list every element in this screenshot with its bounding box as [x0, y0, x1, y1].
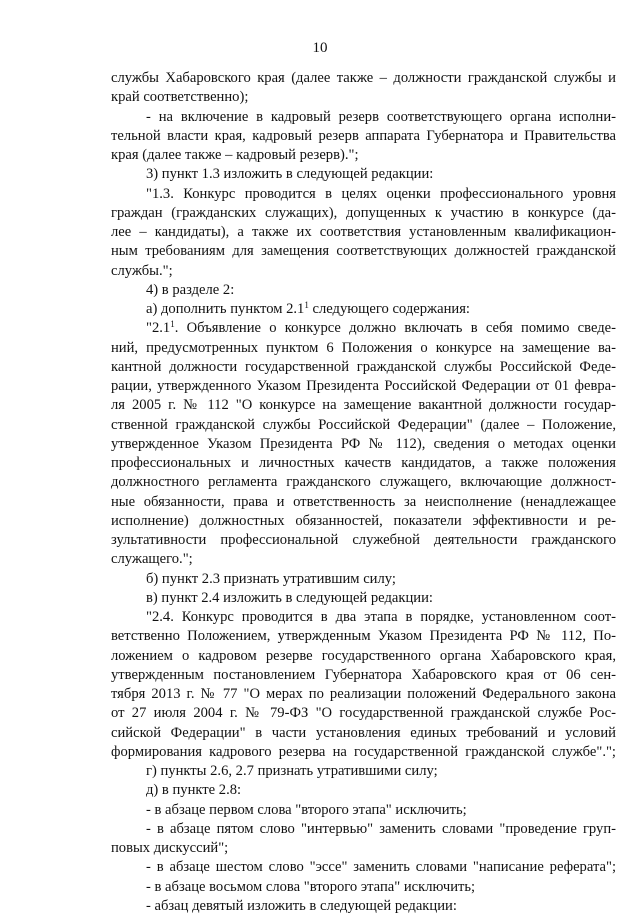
text-line-content: граждан (гражданских служащих), допущенных к участию в конкурсе (да- [111, 204, 616, 221]
text-line [111, 242, 616, 261]
text-line [111, 127, 616, 146]
text-line [111, 531, 616, 550]
text-line [111, 396, 616, 415]
text-line-content: край соответственно); [111, 89, 249, 106]
text-line [111, 281, 616, 300]
text-line [111, 608, 616, 627]
text-line-content: кантной должности государственной гражданской службы Российской Феде- [111, 358, 616, 375]
text-line [111, 839, 616, 858]
text-line [111, 319, 616, 338]
text-line [111, 550, 616, 569]
text-line [111, 589, 616, 608]
text-line-content: служащего."; [111, 551, 193, 568]
text-line-content: утвержденное Указом Президента РФ № 112), сведения о методах оценки [111, 435, 616, 452]
text-line [111, 108, 616, 127]
text-line-content: должностного регламента гражданского служащего, включающие должност- [111, 474, 616, 491]
text-line-continuation: . Объявление о конкурсе должно включать в себя помимо сведе- [174, 320, 616, 337]
text-line [111, 512, 616, 531]
text-line-content: - абзац девятый изложить в следующей редакции: [146, 897, 457, 914]
text-line [111, 204, 616, 223]
text-line [111, 743, 616, 762]
text-line [111, 473, 616, 492]
text-line-continuation: следующего содержания: [308, 301, 470, 317]
text-line [111, 300, 616, 319]
text-line [111, 762, 616, 781]
text-line-content: края (далее также – кадровый резерв)."; [111, 147, 359, 163]
text-line [111, 146, 616, 165]
text-line-content: ным требованиям для замещения соответствующих должностей гражданской [111, 243, 616, 260]
text-line-content: ний, предусмотренных пунктом 6 Положения о конкурсе на замещение ва- [111, 339, 616, 356]
text-line [111, 878, 616, 897]
text-line-content: службы Хабаровского края (далее также – должности гражданской службы и [111, 70, 616, 86]
text-line [111, 454, 616, 473]
text-line-content: "2.1 [146, 320, 171, 337]
text-line-content: - на включение в кадровый резерв соответствующего органа исполни- [146, 108, 616, 125]
text-line-content: зультативности профессиональной служебной деятельности гражданского [111, 532, 616, 548]
text-line-content: 4) в разделе 2: [146, 281, 235, 298]
page-number: 10 [312, 40, 328, 56]
text-line-content: лее – кандидаты), а также их соответствия установленным квалификацион- [111, 224, 616, 240]
text-line-content: формирования кадрового резерва на государственной гражданской службе"."; [111, 743, 616, 760]
text-line-content: в) пункт 2.4 изложить в следующей редакции: [146, 589, 433, 606]
text-line-content: исполнение) должностных обязанностей, показатели эффективности и ре- [111, 512, 616, 529]
text-line [111, 185, 616, 204]
text-line [111, 339, 616, 358]
text-line-content: ственной гражданской службы Российской Федерации" (далее – Положение, [111, 416, 616, 433]
text-line [111, 724, 616, 743]
text-line [111, 570, 616, 589]
text-line-content: "1.3. Конкурс проводится в целях оценки профессионального уровня [146, 185, 616, 202]
text-line-content: ные обязанности, права и ответственность за неисполнение (ненадлежащее [111, 493, 616, 510]
text-line-content: д) в пункте 2.8: [146, 782, 242, 799]
text-line [111, 358, 616, 377]
text-line [111, 377, 616, 396]
text-line-content: ложением о кадровом резерве государственного органа Хабаровского края, [111, 647, 616, 664]
text-line-content: - в абзаце первом слова "второго этапа" исключить; [146, 801, 467, 818]
text-line [111, 666, 616, 685]
text-line [111, 262, 616, 281]
text-line [111, 416, 616, 435]
text-line [111, 165, 616, 184]
text-line-content: рации, утвержденного Указом Президента Российской Федерации от 01 февра- [111, 378, 616, 394]
superscript: 1 [170, 319, 175, 330]
text-line-content: б) пункт 2.3 признать утратившим силу; [146, 570, 396, 587]
text-line [111, 69, 616, 88]
text-line-content: профессиональных и личностных качеств кандидатов, а также положения [111, 455, 616, 471]
text-line-content: г) пункты 2.6, 2.7 признать утратившими силу; [146, 763, 438, 779]
text-line-content: 3) пункт 1.3 изложить в следующей редакции: [146, 166, 434, 183]
text-line-content: ветственно Положением, утвержденным Указом Президента РФ № 112, По- [111, 628, 616, 645]
text-line [111, 858, 616, 877]
text-line [111, 493, 616, 512]
text-line-content: тельной власти края, кадровый резерв аппарата Губернатора и Правительства [111, 127, 616, 144]
text-line-content: сийской Федерации" в части установления единых требований и условий [111, 724, 616, 741]
superscript: 1 [304, 300, 309, 310]
text-line-content: повых дискуссий"; [111, 840, 229, 856]
text-line [111, 801, 616, 820]
text-line [111, 781, 616, 800]
text-line-content: от 27 июля 2004 г. № 79-ФЗ "О государственной гражданской службе Рос- [111, 705, 616, 722]
text-line [111, 897, 616, 916]
text-line-content: - в абзаце восьмом слова "второго этапа" исключить; [146, 878, 476, 895]
text-line [111, 820, 616, 839]
text-line-content: службы."; [111, 262, 173, 279]
text-line-content: тября 2013 г. № 77 "О мерах по реализации положений Федерального закона [111, 686, 616, 702]
text-line [111, 685, 616, 704]
text-line-content: а) дополнить пунктом 2.1 [146, 301, 305, 317]
text-line [111, 647, 616, 666]
text-line [111, 223, 616, 242]
text-line-content: "2.4. Конкурс проводится в два этапа в порядке, установленном соот- [146, 609, 616, 625]
text-line [111, 627, 616, 646]
text-line-content: ля 2005 г. № 112 "О конкурсе на замещение вакантной должности государ- [111, 397, 616, 414]
text-line-content: - в абзаце пятом слово "интервью" заменить словами "проведение груп- [146, 820, 616, 837]
text-line-content: утвержденным постановлением Губернатора Хабаровского края от 06 сен- [111, 666, 616, 683]
document-body [111, 69, 616, 916]
text-line-content: - в абзаце шестом слово "эссе" заменить словами "написание реферата"; [146, 859, 616, 876]
text-line [111, 435, 616, 454]
text-line [111, 704, 616, 723]
text-line [111, 88, 616, 107]
